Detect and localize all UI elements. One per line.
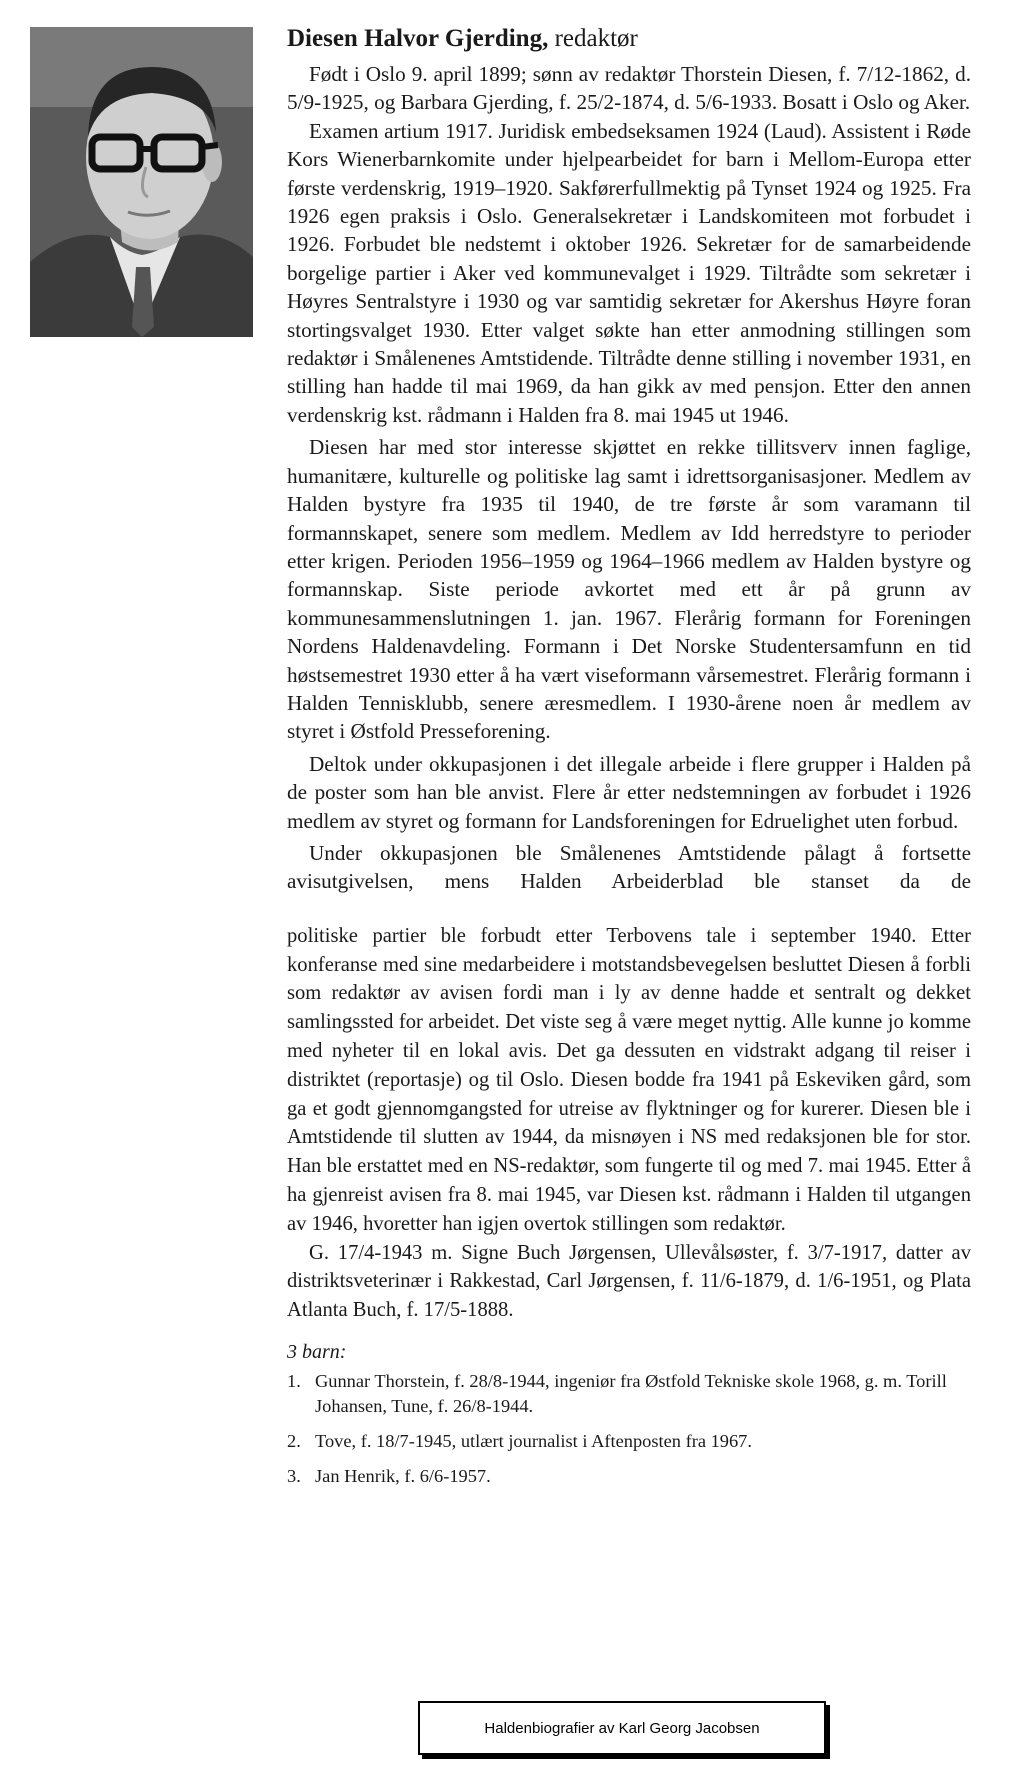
list-item-text: Tove, f. 18/7-1945, utlært journalist i Aftenposten fra 1967.: [315, 1430, 752, 1451]
biography-text: [287, 22, 971, 1499]
paragraph-birth: Født i Oslo 9. april 1899; sønn av redaktør Thorstein Diesen, f. 7/12-1862, d. 5/9-1925, og Barbara Gjerding, f. 25/2-1874, d. 5/6-1933. Bosatt i Oslo og Aker.: [287, 62, 971, 115]
paragraph-education-career: Examen artium 1917. Juridisk embedseksamen 1924 (Laud). Assistent i Røde Kors Wienerbarnkomite under hjelpearbeidet for barn i Mellom-Europa etter første verdenskrig, 1919–1920. Sakførerfullmektig på Tynset 1924 og 1925. Fra 1926 egen praksis i Oslo. Generalsekretær i Landskomiteen mot forbudet i 1926. Forbudet ble nedstemt i oktober 1926. Sekretær for de samarbeidende borgelige partier i Aker ved kommunevalget i 1929. Tiltrådte som sekretær i Høyres Sentralstyre i 1930 og var samtidig sekretær for Akershus Høyre foran stortingsvalget 1930. Etter valget søkte han etter anmodning stillingen som redaktør i Smålenenes Amtstidende. Tiltrådte denne stilling i november 1931, en stilling han hadde til mai 1969, da han gikk av med pensjon. Etter den annen verdenskrig kst. rådmann i Halden fra 8. mai 1945 ut 1946.: [287, 118, 971, 427]
paragraph-offices: Diesen har med stor interesse skjøttet en rekke tillitsverv innen faglige, humanitære, kulturelle og politiske lag samt i idrettsorganisasjoner. Medlem av Halden bystyre fra 1935 til 1940, de tre første år som varamann til formannskapet, senere som medlem. Medlem av Idd herredstyre to perioder etter krigen. Perioden 1956–1959 og 1964–1966 medlem av Halden bystyre og formannskap. Siste periode avkortet med ett år på grunn av kommunesammenslutningen 1. jan. 1967. Flerårig formann for Foreningen Nordens Haldenavdeling. Formann i Det Norske Studentersamfunn en tid høstsemestret 1930 etter å ha vært viseformann vårsemestret. Flerårig formann i Halden Tennisklubb, senere æresmedlem. I 1930-årene noen år medlem av styret i Østfold Presseforening.: [287, 435, 971, 744]
portrait-photo: [30, 27, 253, 337]
list-item-number: 2.: [287, 1430, 301, 1451]
source-caption: Haldenbiografier av Karl Georg Jacobsen: [484, 1719, 760, 1737]
list-item-number: 3.: [287, 1465, 301, 1486]
list-item-number: 1.: [287, 1370, 301, 1391]
list-item-text: Jan Henrik, f. 6/6-1957.: [315, 1465, 491, 1486]
portrait-illustration: [30, 27, 253, 337]
children-heading: 3 barn:: [287, 1340, 347, 1363]
paragraph-continued-newspaper: politiske partier ble forbudt etter Terbovens tale i september 1940. Etter konferanse med sine medarbeidere i motstandsbevegelsen besluttet Diesen å forbli som redaktør av avisen fordi man i ly av denne hadde et sentralt og dekket samlingssted for arbeidet. Det viste seg å være meget nyttig. Alle kunne jo komme med nyheter til en lokal avis. Det ga dessuten en vidstrakt adgang til reiser i distriktet (reportasje) og til Oslo. Diesen bodde fra 1941 på Eskeviken gård, som ga et godt gjennomgangsted for utreise av flyktninger og for kurerer. Diesen ble i Amtstidende til slutten av 1944, da misnøyen i NS med redaksjonen ble for stor. Han ble erstattet med en NS-redaktør, som fungerte til og med 7. mai 1945. Etter å ha gjenreist avisen fra 8. mai 1945, var Diesen kst. rådmann i Halden til utgangen av 1946, hvoretter han igjen overtok stillingen som redaktør.: [287, 924, 971, 1235]
paragraph-occupation-newspaper: Under okkupasjonen ble Smålenenes Amtstidende pålagt å fortsette avisutgivelsen, mens Halden Arbeiderblad ble stanset da de: [287, 840, 971, 894]
paragraph-marriage: G. 17/4-1943 m. Signe Buch Jørgensen, Ullevålsøster, f. 3/7-1917, datter av distriktsveterinær i Rakkestad, Carl Jørgensen, f. 11/6-1879, d. 1/6-1951, og Plata Atlanta Buch, f. 17/5-1888.: [287, 1241, 971, 1322]
person-title: redaktør: [548, 25, 638, 52]
list-item: [287, 1464, 971, 1489]
list-item: [287, 1429, 971, 1454]
person-name: Diesen Halvor Gjerding,: [287, 25, 549, 52]
list-item: [287, 1369, 971, 1419]
source-caption-box: [418, 1701, 826, 1755]
paragraph-occupation-resistance: Deltok under okkupasjonen i det illegale arbeide i flere grupper i Halden på de poster som han ble anvist. Flere år etter nedstemningen av forbudet i 1926 medlem av styret og formann for Landsforeningen for Edruelighet uten forbud.: [287, 751, 971, 833]
entry-heading: [287, 22, 971, 56]
list-item-text: Gunnar Thorstein, f. 28/8-1944, ingeniør fra Østfold Tekniske skole 1968, g. m. Torill Johansen, Tune, f. 26/8-1944.: [315, 1370, 947, 1416]
